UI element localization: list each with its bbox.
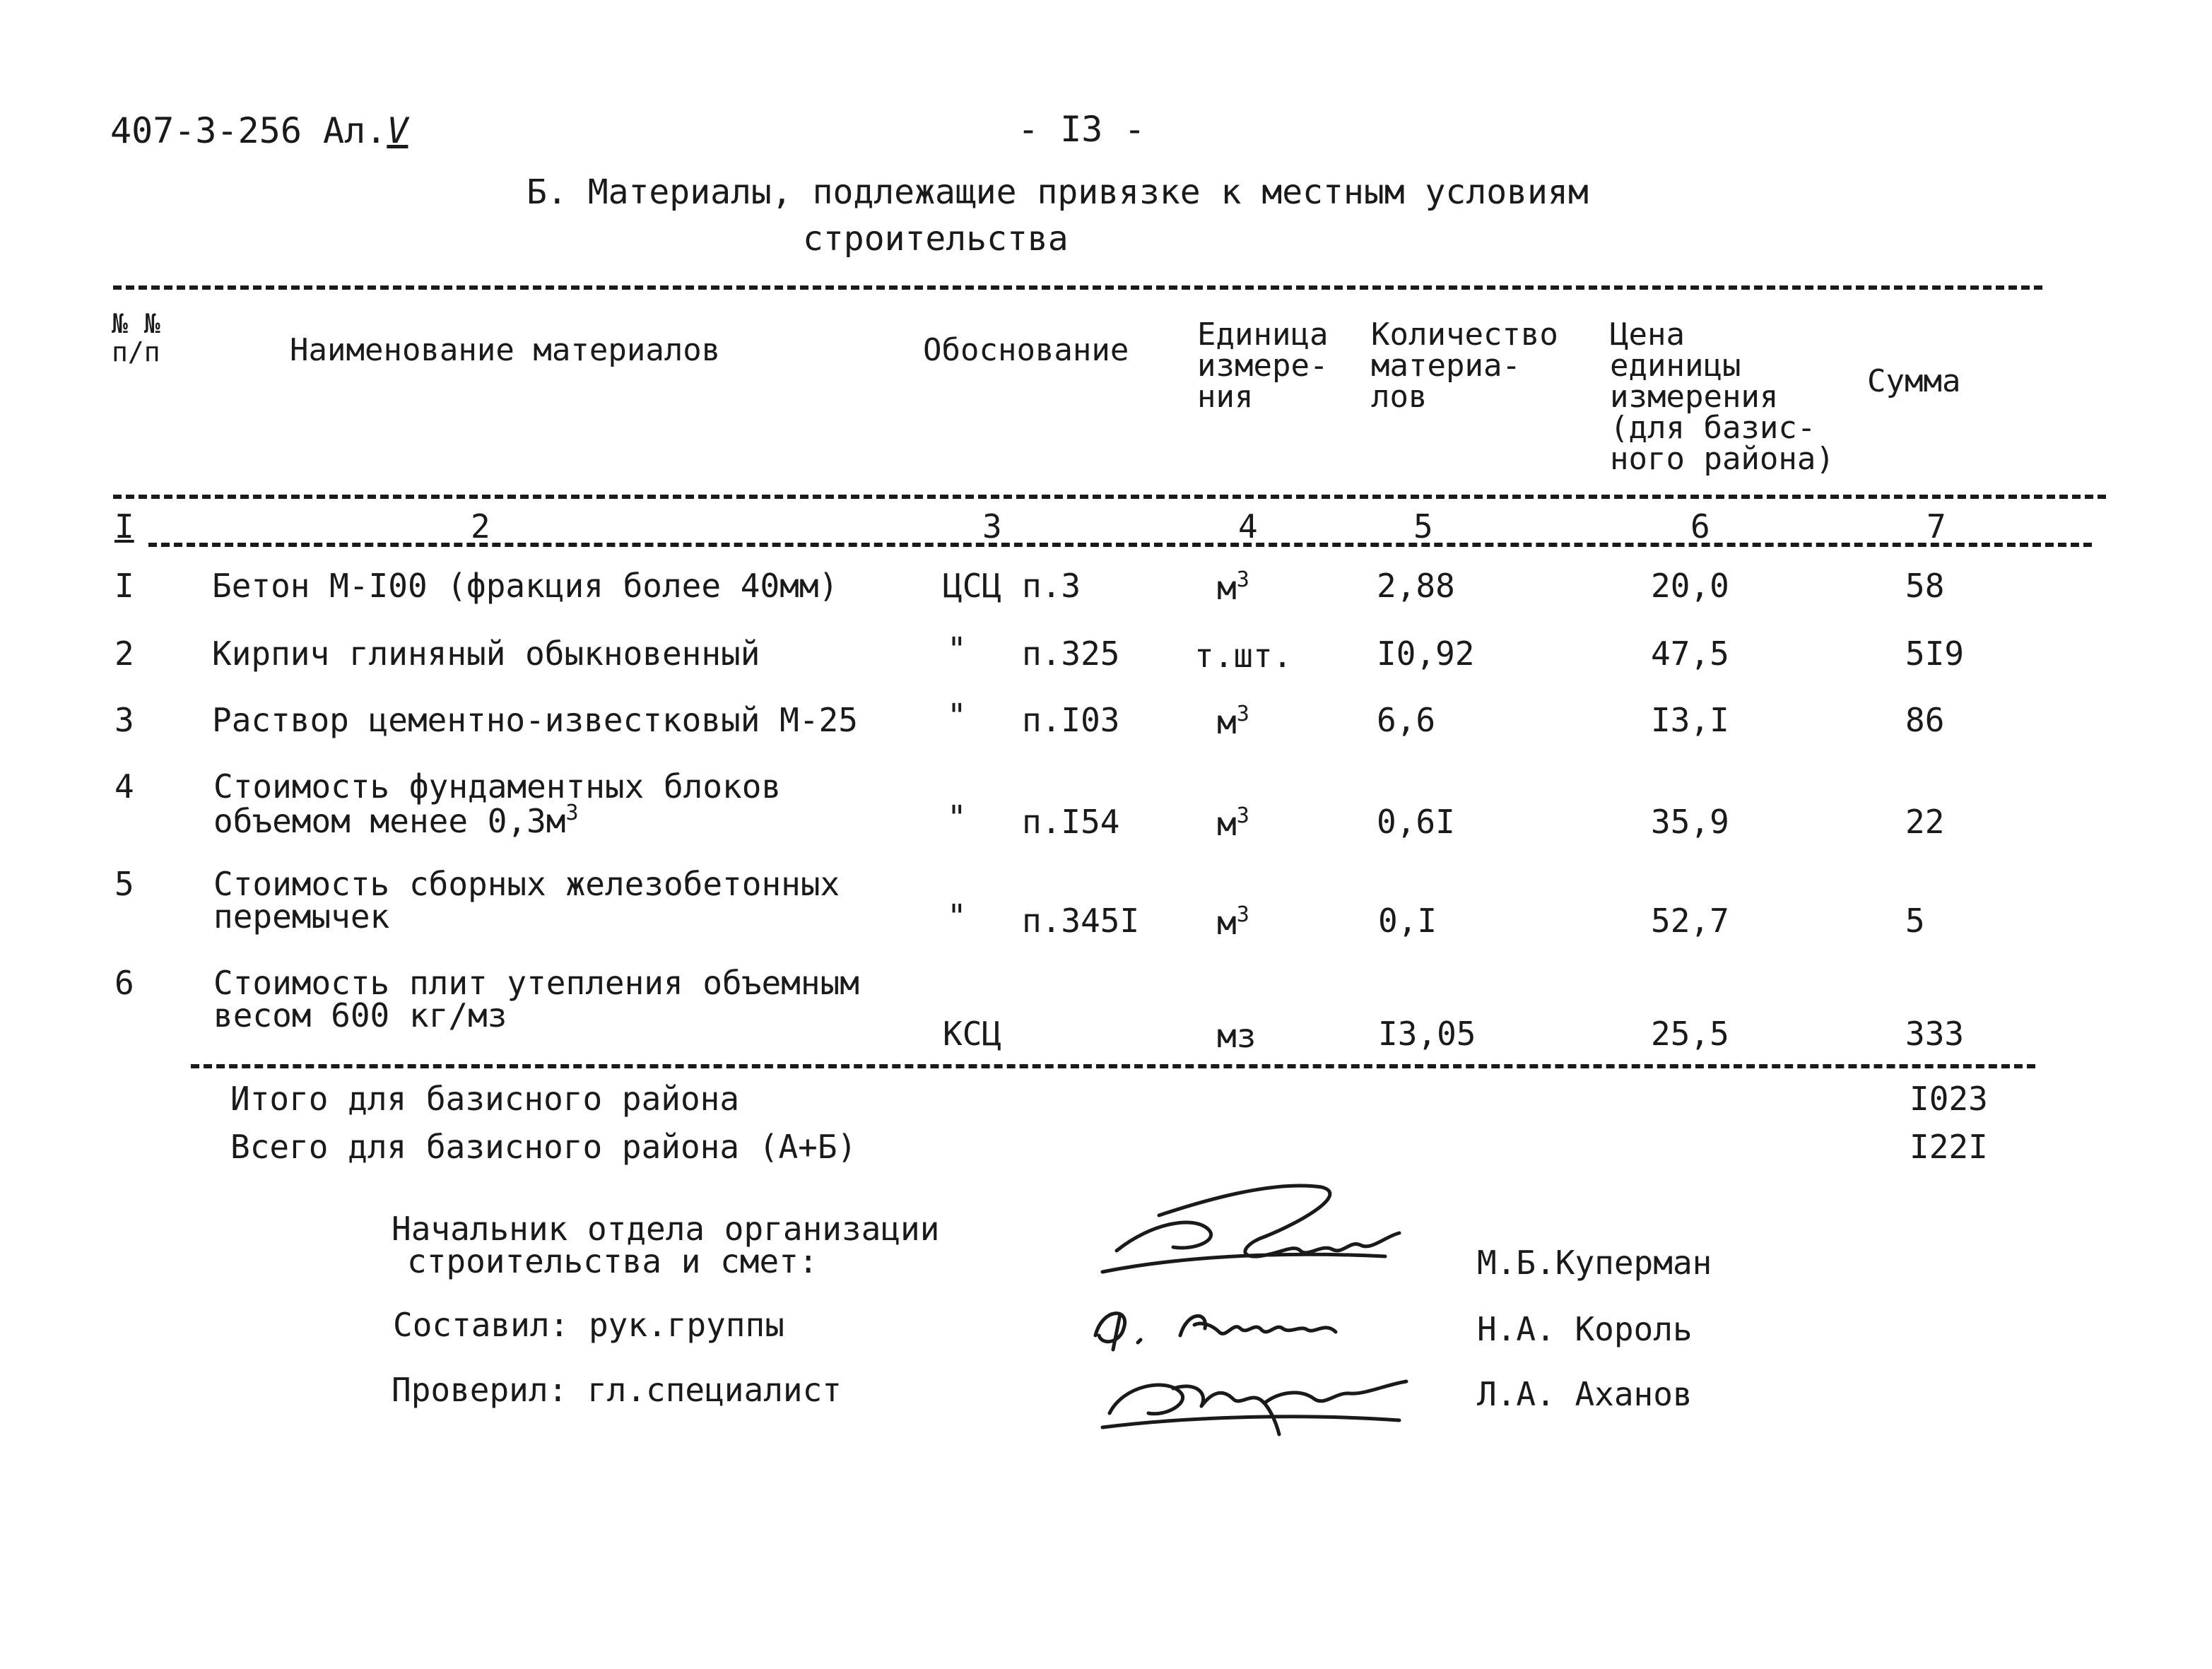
name-base: объемом менее 0,3м	[213, 802, 566, 840]
row-basis-ref: п.I03	[1022, 701, 1120, 739]
row-unit	[1194, 637, 1293, 675]
unit-sup: 3	[1236, 702, 1249, 726]
row-basis-src: КСЦ	[943, 1015, 1002, 1053]
row-qty: I3,05	[1378, 1015, 1476, 1053]
row-name-line1: Стоимость плит утепления объемным	[213, 964, 859, 1002]
total-value: I22I	[1910, 1128, 1988, 1166]
row-basis-src: ЦСЦ	[943, 567, 1002, 605]
row-name-line2: весом 600 кг/мз	[213, 996, 507, 1034]
unit-base: мз	[1217, 1017, 1257, 1055]
row-unit	[1217, 702, 1249, 741]
compiled-name: Н.А. Король	[1477, 1310, 1693, 1348]
subtotal-label: Итого для базисного района	[230, 1080, 740, 1118]
compiled-role: Составил: рук.группы	[393, 1306, 784, 1344]
col-number-1: I	[114, 507, 134, 545]
col-number-3: 3	[982, 507, 1002, 545]
row-name: Раствор цементно-известковый М-25	[212, 701, 858, 739]
row-unit	[1217, 567, 1249, 607]
section-title-line1: Б. Материалы, подлежащие привязке к местным условиям	[526, 172, 1589, 212]
col-header-qty: Количество материа- лов	[1371, 317, 1558, 415]
row-unit	[1217, 902, 1249, 942]
page-number: - I3 -	[1018, 109, 1146, 150]
row-qty: 0,6I	[1377, 803, 1455, 841]
signature-head	[1088, 1173, 1413, 1293]
head-role-line2: строительства и смет:	[407, 1242, 818, 1280]
signature-compiled	[1081, 1293, 1364, 1357]
unit-base: м	[1217, 805, 1237, 843]
row-name-line1: Стоимость фундаментных блоков	[213, 767, 782, 806]
col-number-5: 5	[1413, 507, 1433, 545]
doc-code-text: 407-3-256 Ал.	[110, 110, 387, 151]
row-basis-ref: п.345I	[1022, 902, 1140, 940]
row-name-line1: Стоимость сборных железобетонных	[213, 865, 840, 903]
row-sum: 5	[1905, 902, 1925, 940]
table-row	[0, 567, 2212, 612]
row-price: 25,5	[1651, 1015, 1729, 1053]
unit-base: м	[1217, 703, 1237, 741]
row-basis-src: "	[947, 697, 967, 735]
row-name: Бетон М-I00 (фракция более 40мм)	[212, 567, 839, 605]
row-qty: 6,6	[1377, 701, 1436, 739]
unit-base: т.шт.	[1194, 637, 1293, 675]
col-header-basis: Обоснование	[923, 332, 1129, 368]
table-row	[0, 964, 2212, 1066]
table-row	[0, 865, 2212, 953]
unit-sup: 3	[1236, 902, 1249, 927]
col-header-price: Цена единицы измерения (для базис- ного района)	[1610, 317, 1835, 477]
name-sup: 3	[565, 801, 579, 825]
doc-code	[110, 110, 408, 151]
head-name: М.Б.Куперман	[1477, 1244, 1712, 1282]
col-header-name: Наименование материалов	[290, 332, 721, 368]
signature-checked	[1088, 1350, 1428, 1449]
col-number-7: 7	[1926, 507, 1946, 545]
unit-sup: 3	[1236, 567, 1249, 592]
row-sum: 86	[1905, 701, 1945, 739]
table-bottom-rule	[191, 1064, 2035, 1068]
section-title-line2: строительства	[803, 219, 1069, 259]
table-top-rule	[113, 285, 2042, 290]
row-qty: I0,92	[1377, 635, 1475, 673]
row-name: Кирпич глиняный обыкновенный	[212, 635, 760, 673]
row-basis-ref: п.325	[1022, 635, 1120, 673]
row-name-line2	[213, 801, 579, 840]
total-label: Всего для базисного района (А+Б)	[230, 1128, 857, 1166]
col-number-rule	[148, 543, 2092, 547]
row-price: 35,9	[1651, 803, 1729, 841]
row-num: 5	[114, 865, 134, 903]
checked-name: Л.А. Аханов	[1477, 1375, 1693, 1413]
table-row	[0, 767, 2212, 855]
row-name-line2: перемычек	[213, 897, 390, 936]
row-price: 47,5	[1651, 635, 1729, 673]
row-num: 6	[114, 964, 134, 1002]
row-sum: 333	[1905, 1015, 1965, 1053]
col-number-2: 2	[471, 507, 490, 545]
row-num: I	[114, 567, 134, 605]
col-number-4: 4	[1238, 507, 1258, 545]
row-qty: 2,88	[1377, 567, 1455, 605]
unit-base: м	[1217, 569, 1237, 607]
table-row	[0, 697, 2212, 746]
row-basis-src: "	[947, 798, 967, 837]
row-num: 4	[114, 767, 134, 806]
row-basis-src: "	[947, 897, 967, 936]
row-basis-ref: п.3	[1022, 567, 1081, 605]
row-basis-src: "	[947, 630, 967, 668]
col-header-unit: Единица измере- ния	[1197, 317, 1329, 415]
col-number-6: 6	[1690, 507, 1710, 545]
row-num: 2	[114, 635, 134, 673]
head-role-line1: Начальник отдела организации	[392, 1210, 940, 1248]
row-qty: 0,I	[1378, 902, 1437, 940]
col-header-num: № № п/п	[112, 308, 160, 367]
row-price: I3,I	[1651, 701, 1729, 739]
subtotal-value: I023	[1910, 1080, 1988, 1118]
table-row	[0, 630, 2212, 680]
row-sum: 58	[1905, 567, 1945, 605]
checked-role: Проверил: гл.специалист	[392, 1371, 842, 1409]
album-numeral: V	[387, 110, 408, 151]
row-sum: 5I9	[1905, 635, 1965, 673]
row-basis-ref: п.I54	[1022, 803, 1120, 841]
row-num: 3	[114, 701, 134, 739]
row-sum: 22	[1905, 803, 1945, 841]
col-header-sum: Сумма	[1867, 363, 1961, 399]
row-unit	[1217, 1017, 1257, 1055]
unit-base: м	[1217, 904, 1237, 942]
row-unit	[1217, 803, 1249, 843]
header-bottom-rule	[113, 495, 2106, 499]
row-price: 52,7	[1651, 902, 1729, 940]
row-price: 20,0	[1651, 567, 1729, 605]
unit-sup: 3	[1236, 803, 1249, 828]
